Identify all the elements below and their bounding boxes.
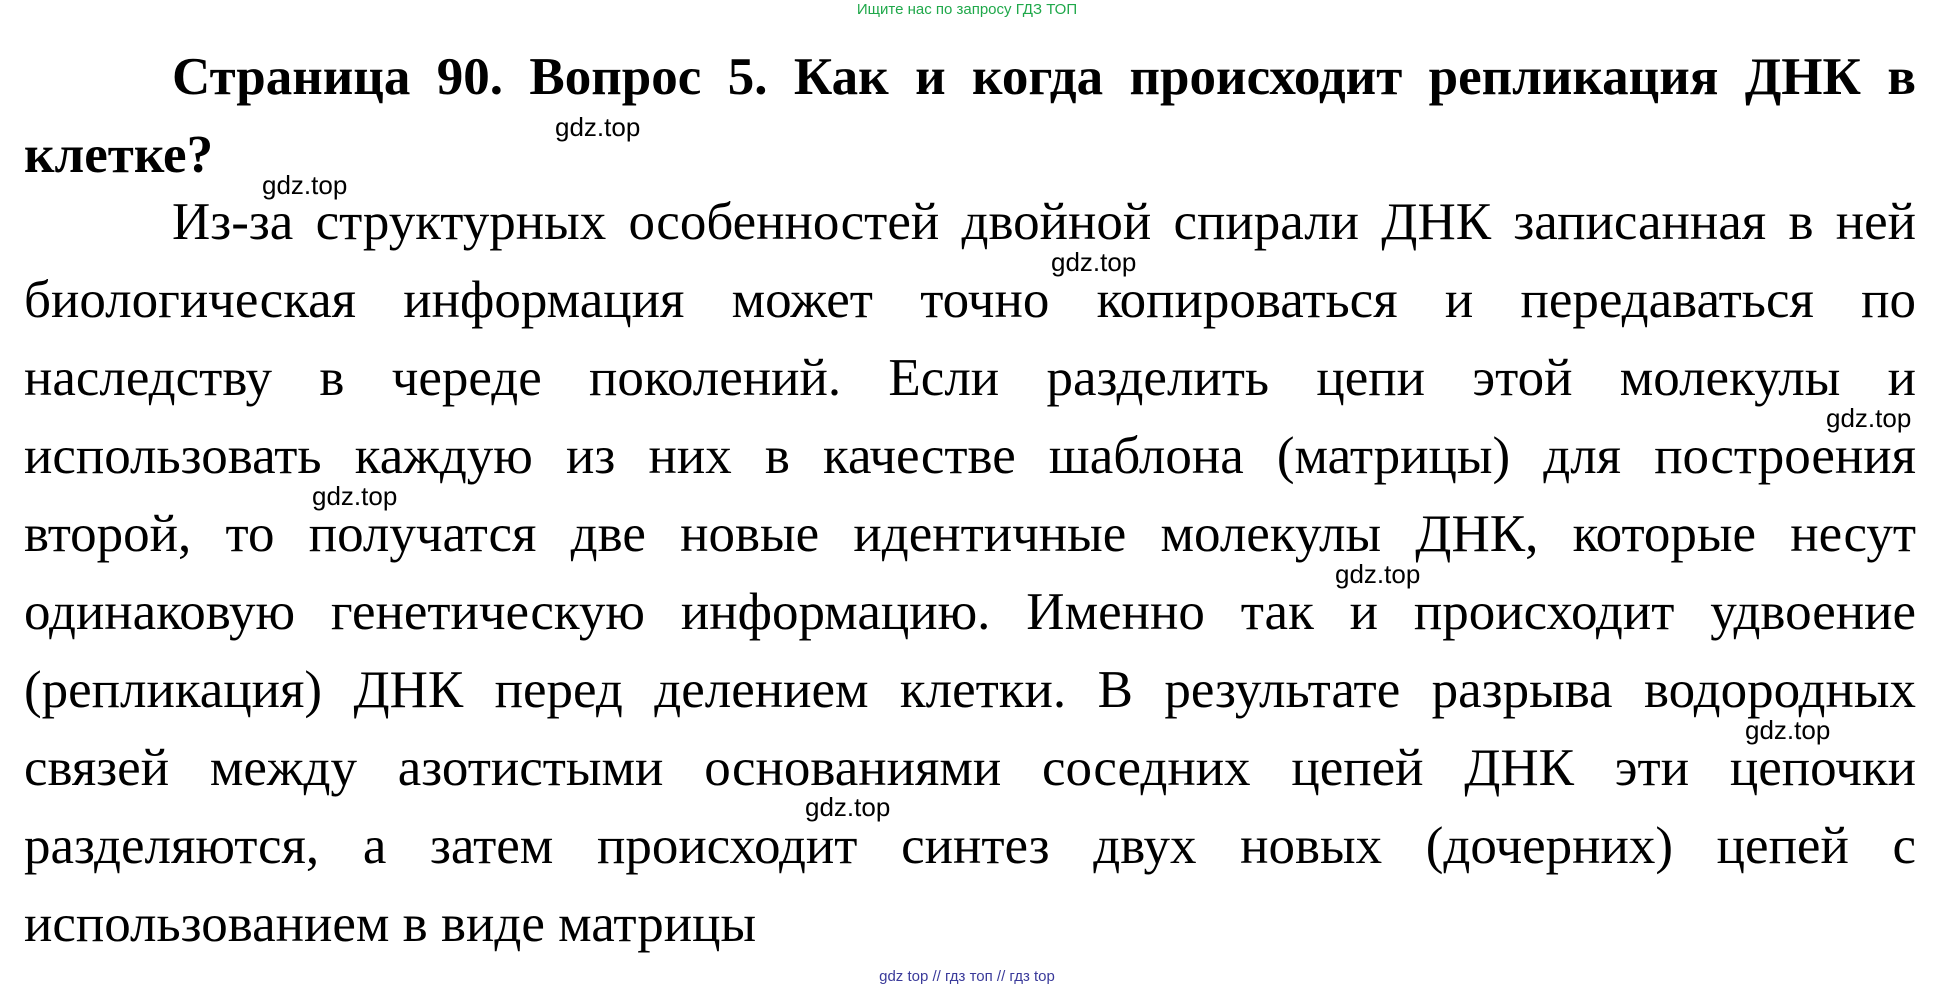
watermark: gdz.top (1051, 247, 1137, 277)
watermark: gdz.top (312, 481, 398, 511)
watermark: gdz.top (805, 792, 891, 822)
watermark: gdz.top (1745, 715, 1831, 745)
watermark: gdz.top (555, 112, 641, 142)
watermark: gdz.top (262, 170, 348, 200)
question-heading: Страница 90. Вопрос 5. Как и когда происходит репликация ДНК в клетке? (24, 48, 1916, 184)
watermark: gdz.top (1335, 559, 1421, 589)
watermark: gdz.top (1826, 403, 1912, 433)
footer-watermark: gdz top // гдз топ // гдз top (879, 968, 1055, 985)
search-banner: Ищите нас по запросу ГДЗ ТОП (856, 1, 1078, 18)
answer-text: Из-за структурных особенностей двойной спирали ДНК записанная в ней биологическая информация может точно копироваться и передаваться по наследству в череде поколений. Если разделить цепи этой молекулы и использовать каждую из них в качестве шаблона (матрицы) для построения второй, то получатся две новые идентичные молекулы ДНК, которые несут одинаковую генетическую информацию. Именно так и происходит удвоение (репликация) ДНК перед делением клетки. В результате разрыва водородных связей между азотистыми основаниями соседних цепей ДНК эти цепочки разделяются, а затем происходит синтез двух новых (дочерних) цепей с использованием в виде матрицы (24, 193, 1916, 953)
